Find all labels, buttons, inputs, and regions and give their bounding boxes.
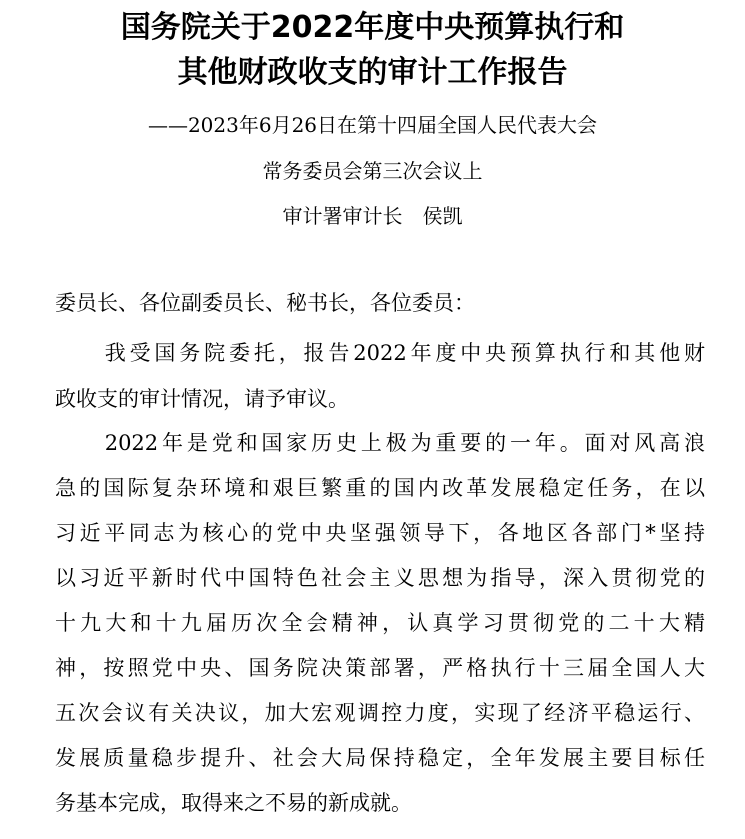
paragraph-1-line: 政收支的审计情况，请予审议。 <box>55 387 349 411</box>
subtitle-date-line: ——2023年6月26日在第十四届全国人民代表大会 <box>147 113 598 137</box>
paragraph-2-line: 以习近平新时代中国特色社会主义思想为指导，深入贯彻党的 <box>55 566 705 590</box>
paragraph-2-line: 神，按照党中央、国务院决策部署，严格执行十三届全国人大 <box>55 656 705 680</box>
salutation: 委员长、各位副委员长、秘书长，各位委员： <box>55 291 475 315</box>
paragraph-2-line: 务基本完成，取得来之不易的新成就。 <box>55 791 412 815</box>
paragraph-1-line: 我受国务院委托，报告2022年度中央预算执行和其他财 <box>55 341 705 365</box>
paragraph-2-line: 习近平同志为核心的党中央坚强领导下，各地区各部门*坚持 <box>55 521 705 545</box>
subtitle-meeting-line: 常务委员会第三次会议上 <box>262 159 483 183</box>
paragraph-2-line: 五次会议有关决议，加大宏观调控力度，实现了经济平稳运行、 <box>55 701 705 725</box>
report-title-line-2: 其他财政收支的审计工作报告 <box>177 55 568 90</box>
paragraph-2-line: 十九大和十九届历次全会精神，认真学习贯彻党的二十大精 <box>55 611 705 635</box>
paragraph-2-line: 急的国际复杂环境和艰巨繁重的国内改革发展稳定任务，在以 <box>55 476 705 500</box>
paragraph-2-line: 发展质量稳步提升、社会大局保持稳定，全年发展主要目标任 <box>55 746 705 770</box>
subtitle-speaker-line: 审计署审计长 侯凯 <box>282 204 463 228</box>
paragraph-2-line: 2022年是党和国家历史上极为重要的一年。面对风高浪 <box>55 431 705 455</box>
report-title-line-1: 国务院关于2022年度中央预算执行和 <box>120 10 625 45</box>
